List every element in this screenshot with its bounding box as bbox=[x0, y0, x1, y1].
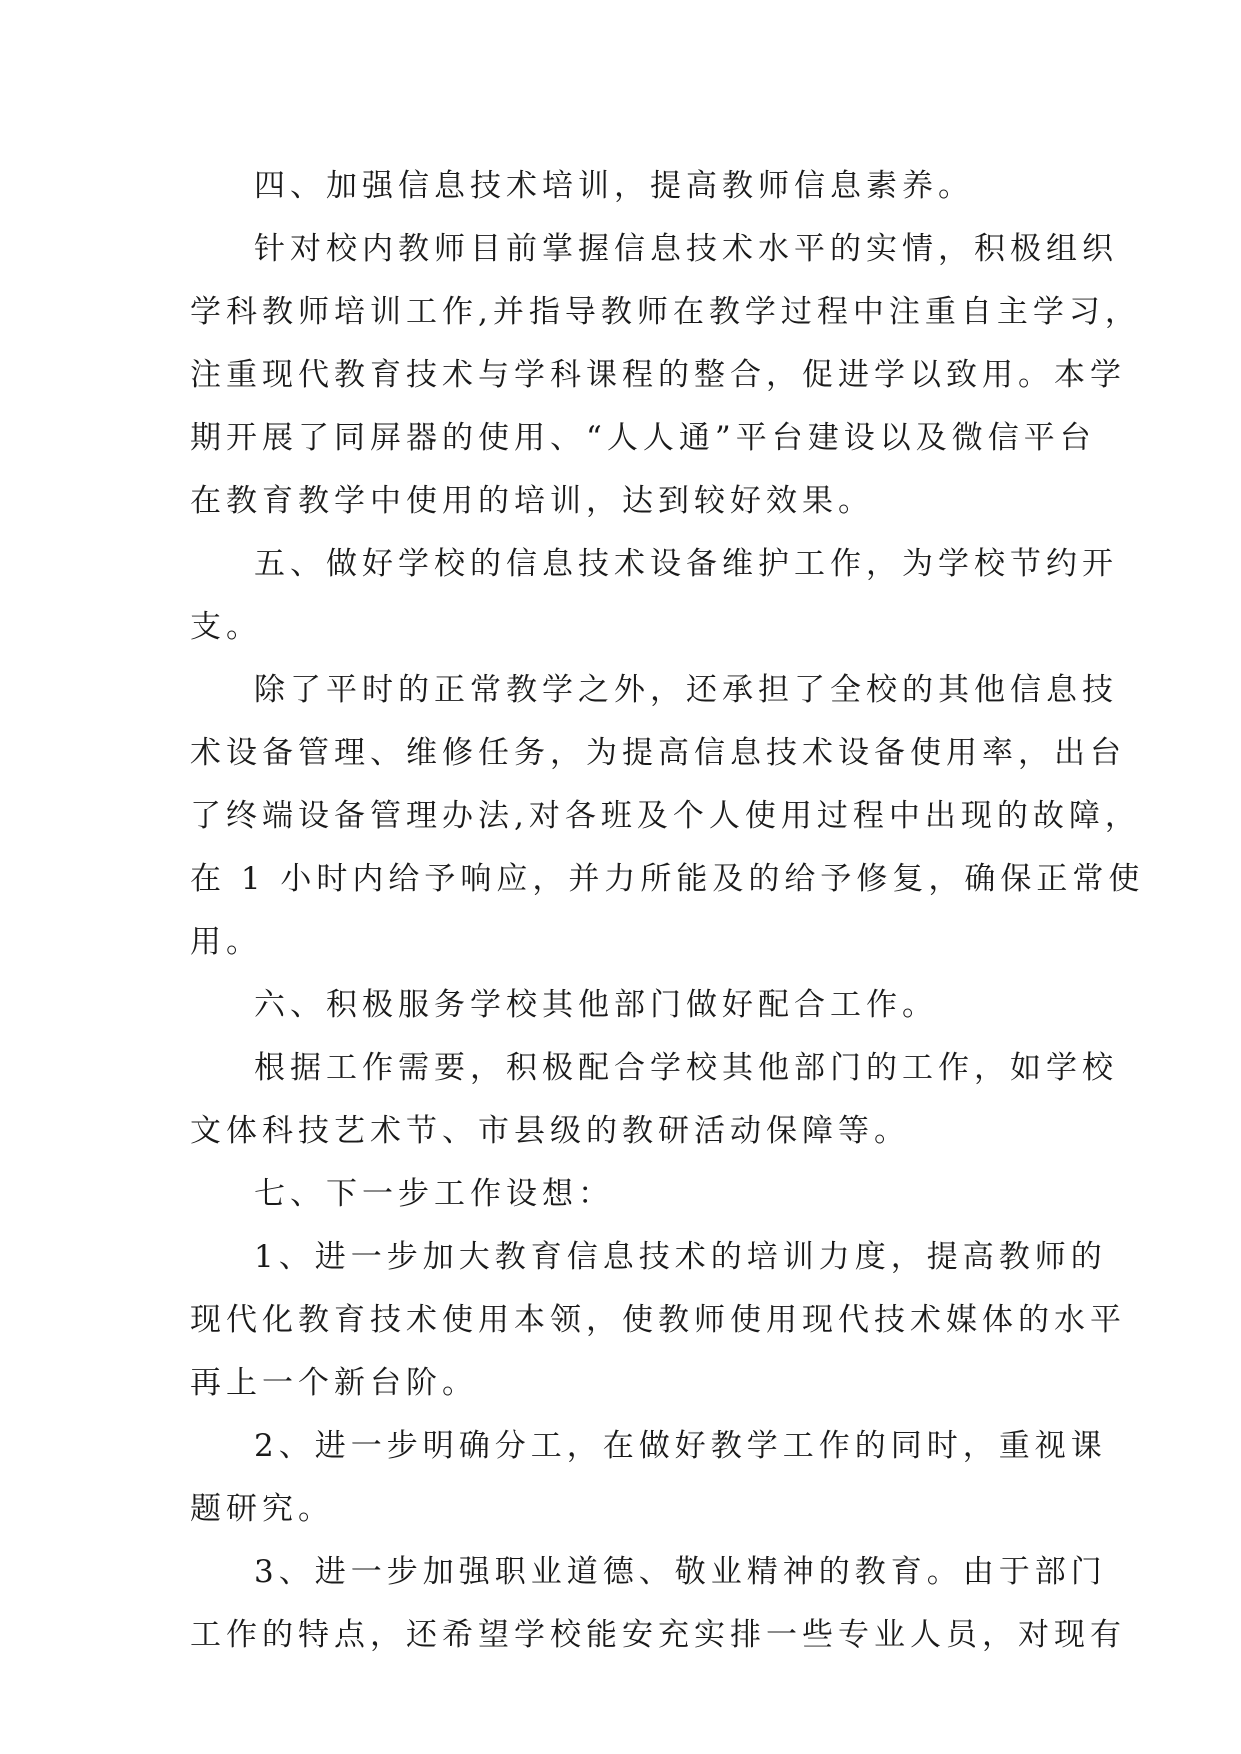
text-line: 支。 bbox=[190, 609, 262, 645]
text-line: 术设备管理、维修任务，为提高信息技术设备使用率，出台 bbox=[190, 735, 1126, 771]
text-line: 四、加强信息技术培训，提高教师信息素养。 bbox=[254, 168, 974, 204]
text-line: 了终端设备管理办法,对各班及个人使用过程中出现的故障， bbox=[190, 798, 1141, 834]
text-line: 针对校内教师目前掌握信息技术水平的实情，积极组织 bbox=[254, 231, 1118, 267]
document-body bbox=[190, 155, 1145, 1667]
text-line: 学科教师培训工作,并指导教师在教学过程中注重自主学习， bbox=[190, 294, 1141, 330]
text-line: 2、进一步明确分工，在做好教学工作的同时，重视课 bbox=[254, 1428, 1107, 1464]
text-line: 七、下一步工作设想： bbox=[254, 1176, 614, 1212]
text-line: 六、积极服务学校其他部门做好配合工作。 bbox=[254, 987, 938, 1023]
text-line: 在 1 小时内给予响应，并力所能及的给予修复，确保正常使 bbox=[190, 861, 1145, 897]
text-line: 在教育教学中使用的培训，达到较好效果。 bbox=[190, 483, 874, 519]
text-line: 1、进一步加大教育信息技术的培训力度，提高教师的 bbox=[254, 1239, 1107, 1275]
text-line: 除了平时的正常教学之外，还承担了全校的其他信息技 bbox=[254, 672, 1118, 708]
text-line: 再上一个新台阶。 bbox=[190, 1365, 478, 1401]
text-line: 期开展了同屏器的使用、“人人通”平台建设以及微信平台 bbox=[190, 420, 1096, 456]
text-line: 题研究。 bbox=[190, 1491, 334, 1527]
text-line: 五、做好学校的信息技术设备维护工作，为学校节约开 bbox=[254, 546, 1118, 582]
text-line: 工作的特点，还希望学校能安充实排一些专业人员，对现有 bbox=[190, 1617, 1126, 1653]
text-line: 根据工作需要，积极配合学校其他部门的工作，如学校 bbox=[254, 1050, 1118, 1086]
text-line: 注重现代教育技术与学科课程的整合，促进学以致用。本学 bbox=[190, 357, 1126, 393]
text-line: 3、进一步加强职业道德、敬业精神的教育。由于部门 bbox=[254, 1554, 1107, 1590]
text-line: 文体科技艺术节、市县级的教研活动保障等。 bbox=[190, 1113, 910, 1149]
text-line: 用。 bbox=[190, 924, 262, 960]
text-line: 现代化教育技术使用本领，使教师使用现代技术媒体的水平 bbox=[190, 1302, 1126, 1338]
